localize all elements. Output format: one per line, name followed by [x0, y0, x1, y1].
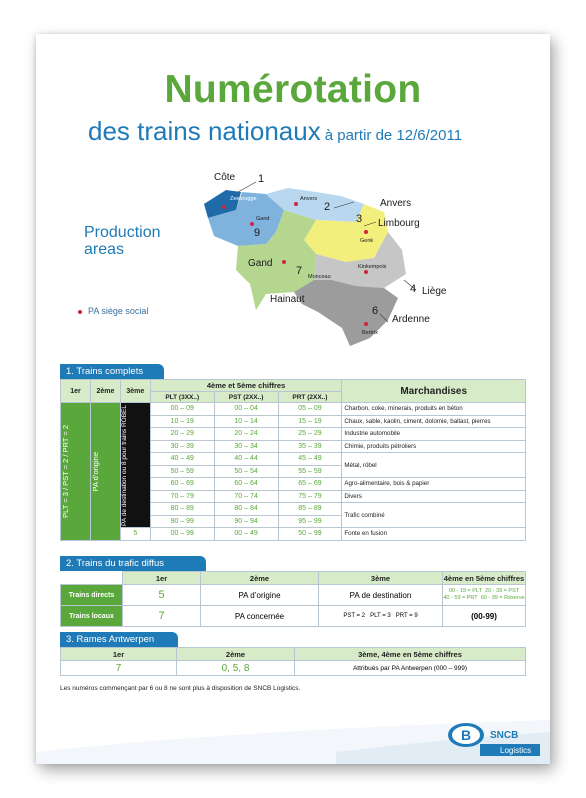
- s2-h2: 2ème: [201, 572, 319, 585]
- s3-v1: 7: [61, 661, 177, 676]
- map-num-3: 3: [356, 213, 363, 225]
- s1-merch-3: Chimie, produits pétroliers: [342, 440, 526, 453]
- s1-merch-2: Industrie automobile: [342, 428, 526, 441]
- s1-plt-0: 00 – 09: [150, 403, 214, 416]
- s1-pst-6: 60 – 64: [214, 478, 278, 491]
- map-label-anvers: Anvers: [380, 198, 412, 209]
- s2-r1-v2: PA d’origine: [201, 585, 319, 606]
- s2-h45: 4ème en 5ème chiffres: [443, 573, 525, 583]
- section2-label: 2. Trains du trafic diffus: [60, 556, 206, 571]
- s1-plt-10: 00 – 99: [150, 528, 214, 541]
- s2-r2-v3: [319, 606, 443, 627]
- logo-name: SNCB: [490, 730, 519, 741]
- s2-h3: 3ème: [319, 572, 443, 585]
- s2-r1-codes: [443, 585, 526, 606]
- table-trains-complets: [60, 379, 526, 541]
- sncb-logo: [444, 720, 540, 758]
- s2-r2-pst: PST = 2: [343, 613, 366, 619]
- map-num-9: 9: [254, 227, 261, 239]
- s2-code-prt: 40 - 59 = PRT: [443, 595, 478, 601]
- s2-empty: [61, 572, 123, 585]
- map-legend: [78, 306, 148, 316]
- s3-v2: 0, 5, 8: [177, 661, 295, 676]
- s1-vert3-cell: [120, 403, 150, 528]
- s2-h1: 1er: [123, 572, 201, 585]
- s2-r2-label: Trains locaux: [61, 606, 123, 627]
- s1-plt: PLT (3XX..): [150, 392, 214, 403]
- s1-plt-7: 70 – 79: [150, 490, 214, 503]
- s2-r2-plt: PLT = 3: [370, 613, 391, 619]
- table-rames-antwerpen: [60, 647, 526, 676]
- s1-prt-3: 35 – 39: [278, 440, 342, 453]
- s1-plt-3: 30 – 39: [150, 440, 214, 453]
- footnote: Les numéros commençant par 6 ou 8 ne sont plus à disposition de SNCB Logistics.: [60, 685, 301, 692]
- s3-h2: 2ème: [177, 648, 295, 661]
- map-label-monceau: Monceau: [308, 274, 331, 280]
- s2-code-pst: 20 - 39 = PST: [485, 588, 520, 594]
- region-ardenne: [294, 280, 398, 346]
- s1-plt-2: 20 – 29: [150, 428, 214, 441]
- map-label-limbourg: Limbourg: [378, 218, 420, 229]
- s1-prt-4: 45 – 49: [278, 453, 342, 466]
- s1-pst-8: 80 – 84: [214, 503, 278, 516]
- s1-prt-6: 65 – 69: [278, 478, 342, 491]
- belgium-map: [166, 162, 466, 352]
- s1-merch-89: Trafic combiné: [342, 503, 526, 528]
- sncb-logo-mark: [444, 720, 540, 758]
- s1-pst-4: 40 – 44: [214, 453, 278, 466]
- s1-merch-6: Agro-alimentaire, bois & papier: [342, 478, 526, 491]
- s2-code-reserve: 60 - 99 = Réserve: [480, 595, 525, 601]
- s1-merch-7: Divers: [342, 490, 526, 503]
- s2-r1-v3: PA de destination: [319, 585, 443, 606]
- map-label-gand: Gand: [248, 258, 273, 269]
- s2-r1-v1: 5: [123, 585, 201, 606]
- s3-h1: 1er: [61, 648, 177, 661]
- s3-h3: 3ème, 4ème en 5ème chiffres: [295, 648, 526, 661]
- s1-merch-45: Métal, röbel: [342, 453, 526, 478]
- map-label-kinkempois: Kinkempois: [358, 264, 387, 270]
- s1-plt-5: 50 – 59: [150, 465, 214, 478]
- subtitle-date: à partir de 12/6/2011: [324, 127, 463, 144]
- map-num-4: 4: [410, 283, 417, 295]
- legend-label: PA siège social: [88, 306, 149, 316]
- s1-pst-10: 00 – 49: [214, 528, 278, 541]
- s1-prt-5: 55 – 59: [278, 465, 342, 478]
- s1-prt-1: 15 – 19: [278, 415, 342, 428]
- section1-label: 1. Trains complets: [60, 364, 164, 379]
- s1-plt-8: 80 – 89: [150, 503, 214, 516]
- s1-prt-9: 95 – 99: [278, 515, 342, 528]
- map-label-anvers-city: Anvers: [300, 196, 318, 202]
- map-num-2: 2: [324, 201, 331, 213]
- s2-r2-v1: 7: [123, 606, 201, 627]
- s1-prt-0: 05 – 09: [278, 403, 342, 416]
- s2-r2-prt: PRT = 9: [395, 613, 418, 619]
- s1-plt-6: 60 – 69: [150, 478, 214, 491]
- s1-h3: 3ème: [120, 380, 150, 403]
- page-subtitle: [88, 116, 462, 147]
- s1-prt-10: 50 – 99: [278, 528, 342, 541]
- s1-vert2-cell: [90, 403, 120, 541]
- s1-pst-9: 90 – 94: [214, 515, 278, 528]
- s2-r2-v4: (00-99): [443, 606, 526, 627]
- map-label-hainaut: Hainaut: [270, 294, 305, 305]
- s1-plt-1: 10 – 19: [150, 415, 214, 428]
- map-label-gand-city: Gand: [256, 216, 270, 222]
- production-areas-label: Production areas: [84, 224, 161, 258]
- red-dot-icon: [78, 310, 82, 314]
- s1-pst: PST (2XX..): [214, 392, 278, 403]
- map-label-bertrix: Bertrix: [362, 330, 378, 336]
- s1-five: 5: [120, 528, 150, 541]
- s1-prt-7: 75 – 79: [278, 490, 342, 503]
- s1-vert1-cell: [61, 403, 91, 541]
- map-num-1: 1: [258, 173, 265, 185]
- s1-h1: 1er: [61, 380, 91, 403]
- s1-plt-4: 40 – 49: [150, 453, 214, 466]
- logo-sub: Logistics: [500, 746, 532, 755]
- s1-pst-7: 70 – 74: [214, 490, 278, 503]
- s1-merch-header: Marchandises: [342, 380, 526, 403]
- s1-plt-9: 90 – 99: [150, 515, 214, 528]
- logo-letter: B: [460, 727, 472, 743]
- map-num-7: 7: [296, 265, 303, 277]
- table-trafic-diffus: [60, 571, 526, 627]
- s1-pst-1: 10 – 14: [214, 415, 278, 428]
- map-label-cote: Côte: [214, 172, 236, 183]
- s1-pst-0: 00 – 04: [214, 403, 278, 416]
- s1-vert2: PA d’origine: [90, 451, 100, 491]
- s1-prt-2: 25 – 29: [278, 428, 342, 441]
- s2-r2-v2: PA concernée: [201, 606, 319, 627]
- s1-prt: PRT (2XX..): [278, 392, 342, 403]
- s1-h45: 4ème et 5ème chiffres: [150, 380, 342, 392]
- section3-label: 3. Rames Antwerpen: [60, 632, 178, 647]
- s3-v3: Attribués par PA Antwerpen (000 – 999): [295, 661, 526, 676]
- s1-vert3: PA de destination ou 8 pour trains RÖBEL: [120, 404, 128, 526]
- map-label-ardenne: Ardenne: [392, 314, 430, 325]
- map-label-liege: Liège: [422, 286, 447, 297]
- s1-merch-1: Chaux, sable, kaolin, ciment, dolomie, ballast, pierres: [342, 415, 526, 428]
- s1-prt-8: 85 – 89: [278, 503, 342, 516]
- poster-sheet: [36, 34, 550, 764]
- s1-pst-2: 20 – 24: [214, 428, 278, 441]
- map-label-zeebrugge: Zeebrugge: [230, 196, 257, 202]
- s1-h2: 2ème: [90, 380, 120, 403]
- s2-r1-label: Trains directs: [61, 585, 123, 606]
- s1-vert1: PLT = 3 / PST = 2 / PRT = 2: [61, 424, 70, 518]
- map-num-6: 6: [372, 305, 379, 317]
- s2-code-plt: 00 - 19 = PLT: [448, 588, 482, 594]
- page-title: Numérotation: [164, 68, 422, 111]
- s1-pst-5: 50 – 54: [214, 465, 278, 478]
- s1-pst-3: 30 – 34: [214, 440, 278, 453]
- subtitle-text: des trains nationaux: [88, 116, 321, 146]
- s1-merch-10: Fonte en fusion: [342, 528, 526, 541]
- map-label-genk: Genk: [360, 238, 374, 244]
- s1-merch-0: Charbon, coke, minerais, produits en béton: [342, 403, 526, 416]
